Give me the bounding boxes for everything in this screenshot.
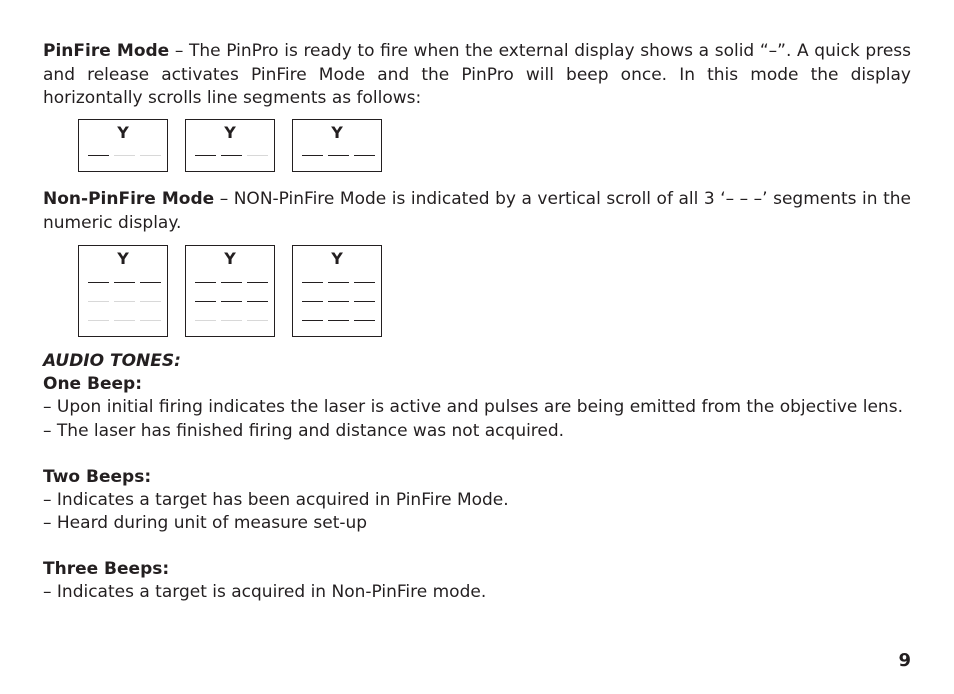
segment-row-top [194, 282, 268, 284]
display-char: Y [117, 123, 129, 142]
segment-dim [140, 301, 161, 302]
display-char: Y [224, 123, 236, 142]
segment-lit [140, 282, 161, 283]
three-beeps-line-1: – Indicates a target is acquired in Non-PinFire mode. [43, 582, 487, 602]
segment-lit [302, 282, 323, 283]
pinfire-paragraph [43, 40, 911, 111]
segment-lit [302, 301, 323, 302]
segment-dim [140, 320, 161, 321]
segment-lit [354, 320, 375, 321]
two-beeps-heading: Two Beeps: [43, 467, 152, 487]
segment-row-top [87, 282, 161, 284]
non-pinfire-display-1 [78, 245, 168, 337]
non-pinfire-heading: Non-PinFire Mode [43, 189, 215, 209]
segment-lit [195, 155, 216, 156]
page-number: 9 [898, 650, 911, 671]
display-char: Y [117, 249, 129, 268]
segment-dim [221, 320, 242, 321]
segment-lit [221, 282, 242, 283]
segment-lit [247, 301, 268, 302]
segment-row-bottom [87, 320, 161, 322]
segment-lit [302, 320, 323, 321]
segment-lit [114, 282, 135, 283]
segment-lit [247, 282, 268, 283]
segment-row-top [301, 282, 375, 284]
segment-lit [302, 155, 323, 156]
pinfire-display-2 [185, 119, 275, 172]
segment-dim [88, 320, 109, 321]
display-char: Y [331, 249, 343, 268]
non-pinfire-paragraph [43, 188, 911, 235]
non-pinfire-display-2 [185, 245, 275, 337]
segment-row-bottom [194, 320, 268, 322]
segment-lit [88, 282, 109, 283]
non-pinfire-display-3 [292, 245, 382, 337]
segment-lit [328, 155, 349, 156]
segment-dim [114, 155, 135, 156]
segment-row-middle [87, 301, 161, 303]
segment-row [194, 155, 268, 157]
segment-lit [195, 301, 216, 302]
pinfire-text: – The PinPro is ready to fire when the external display shows a solid “–”. A quick press and release activates PinFire Mode and the PinPro will beep once. In this mode the display horizontally scrolls line segments as follows: [43, 41, 911, 108]
three-beeps-heading: Three Beeps: [43, 559, 170, 579]
segment-lit [354, 301, 375, 302]
segment-lit [328, 320, 349, 321]
segment-dim [247, 155, 268, 156]
segment-lit [221, 301, 242, 302]
segment-lit [354, 282, 375, 283]
two-beeps-line-2: – Heard during unit of measure set-up [43, 513, 368, 533]
segment-row-middle [194, 301, 268, 303]
segment-row [301, 155, 375, 157]
non-pinfire-text: – NON-PinFire Mode is indicated by a vertical scroll of all 3 ‘– – –’ segments in the numeric display. [43, 189, 911, 233]
segment-lit [328, 301, 349, 302]
display-char: Y [224, 249, 236, 268]
segment-dim [114, 320, 135, 321]
segment-row-bottom [301, 320, 375, 322]
pinfire-display-1 [78, 119, 168, 172]
segment-dim [195, 320, 216, 321]
segment-dim [114, 301, 135, 302]
segment-lit [221, 155, 242, 156]
audio-tones-title: AUDIO TONES: [43, 351, 181, 371]
segment-lit [195, 282, 216, 283]
segment-dim [140, 155, 161, 156]
pinfire-display-3 [292, 119, 382, 172]
segment-lit [354, 155, 375, 156]
segment-row-middle [301, 301, 375, 303]
one-beep-line-2: – The laser has finished firing and distance was not acquired. [43, 421, 565, 441]
segment-lit [88, 155, 109, 156]
segment-dim [247, 320, 268, 321]
display-char: Y [331, 123, 343, 142]
segment-dim [88, 301, 109, 302]
segment-lit [328, 282, 349, 283]
two-beeps-line-1: – Indicates a target has been acquired in PinFire Mode. [43, 490, 509, 510]
segment-row [87, 155, 161, 157]
one-beep-heading: One Beep: [43, 374, 142, 394]
one-beep-line-1: – Upon initial firing indicates the laser is active and pulses are being emitted from the objective lens. [43, 397, 903, 417]
pinfire-heading: PinFire Mode [43, 41, 170, 61]
